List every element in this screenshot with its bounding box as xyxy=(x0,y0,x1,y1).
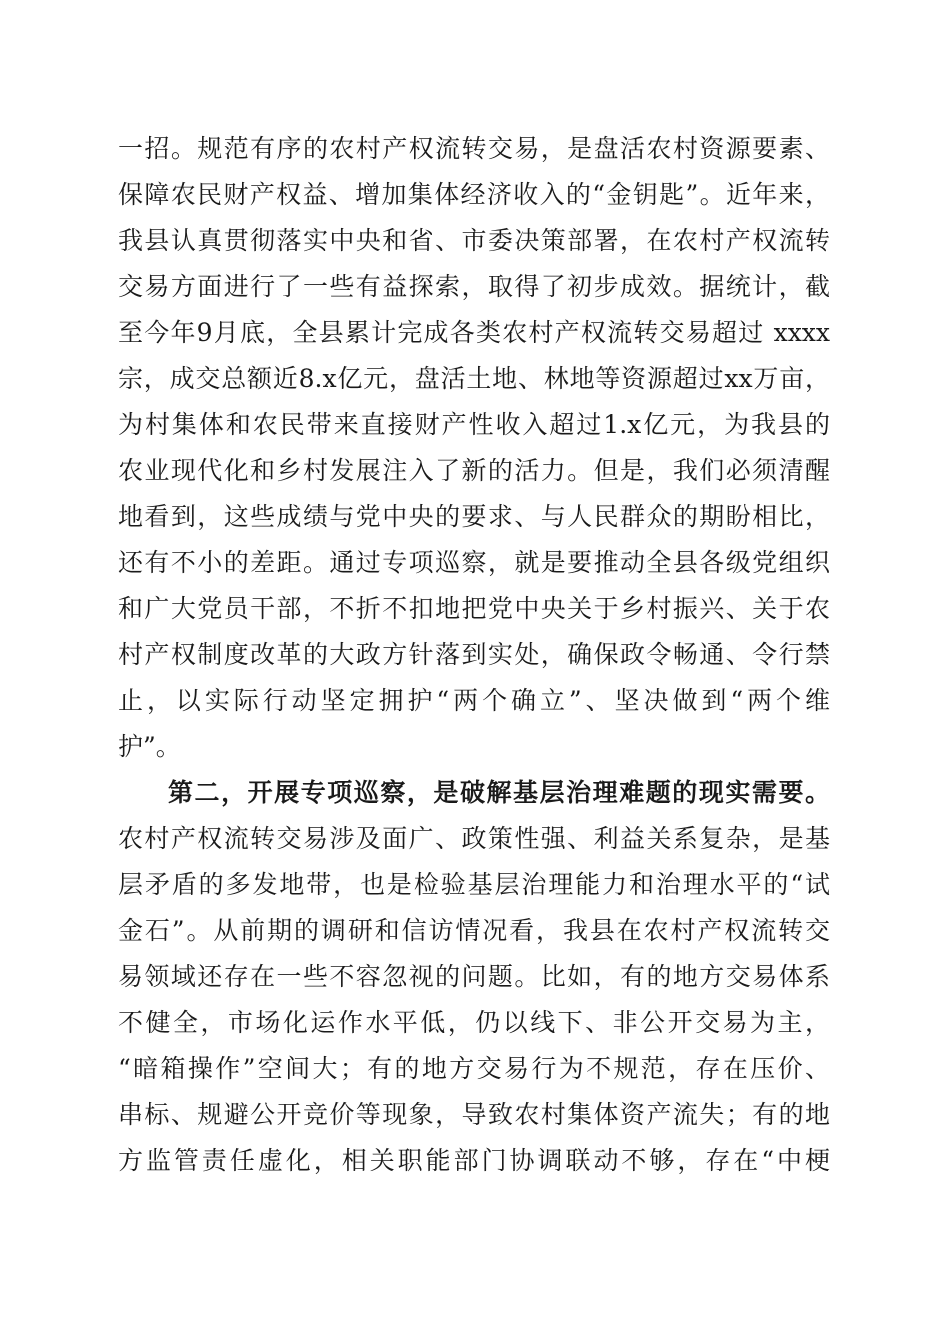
text-line: 为村集体和农民带来直接财产性收入超过1.x亿元，为我县的 xyxy=(118,410,830,439)
text-line: 串标、规避公开竞价等现象，导致农村集体资产流失；有的地 xyxy=(118,1100,830,1129)
text-line: 宗，成交总额近8.x亿元，盘活土地、林地等资源超过xx万亩， xyxy=(118,364,830,393)
text-line: 至今年9月底，全县累计完成各类农村产权流转交易超过 xxxx xyxy=(118,318,830,347)
text-line: 农业现代化和乡村发展注入了新的活力。但是，我们必须清醒 xyxy=(118,456,830,485)
text-line: 农村产权流转交易涉及面广、政策性强、利益关系复杂，是基 xyxy=(118,824,830,853)
paragraph-heading: 第二，开展专项巡察，是破解基层治理难题的现实需要。 xyxy=(168,778,830,807)
text-line: 易领域还存在一些不容忽视的问题。比如，有的地方交易体系 xyxy=(118,962,830,991)
text-line: 保障农民财产权益、增加集体经济收入的“金钥匙”。近年来， xyxy=(118,180,830,209)
body-text xyxy=(118,126,830,1184)
text-line: 不健全，市场化运作水平低，仍以线下、非公开交易为主， xyxy=(118,1008,830,1037)
paragraph-2 xyxy=(118,770,830,1184)
text-line: 层矛盾的多发地带，也是检验基层治理能力和治理水平的“试 xyxy=(118,870,830,899)
text-line: 地看到，这些成绩与党中央的要求、与人民群众的期盼相比， xyxy=(118,502,830,531)
text-line: 金石”。从前期的调研和信访情况看，我县在农村产权流转交 xyxy=(118,916,830,945)
paragraph-1 xyxy=(118,126,830,770)
text-line: 方监管责任虚化，相关职能部门协调联动不够，存在“中梗 xyxy=(118,1146,830,1175)
text-line: 还有不小的差距。通过专项巡察，就是要推动全县各级党组织 xyxy=(118,548,830,577)
text-line: 和广大党员干部，不折不扣地把党中央关于乡村振兴、关于农 xyxy=(118,594,830,623)
text-line: 交易方面进行了一些有益探索，取得了初步成效。据统计，截 xyxy=(118,272,830,301)
text-line: 止，以实际行动坚定拥护“两个确立”、坚决做到“两个维 xyxy=(118,686,830,715)
text-line: “暗箱操作”空间大；有的地方交易行为不规范，存在压价、 xyxy=(118,1054,830,1083)
text-line: 一招。规范有序的农村产权流转交易，是盘活农村资源要素、 xyxy=(118,134,830,163)
text-line: 我县认真贯彻落实中央和省、市委决策部署，在农村产权流转 xyxy=(118,226,830,255)
text-line: 护”。 xyxy=(118,732,181,761)
text-line: 村产权制度改革的大政方针落到实处，确保政令畅通、令行禁 xyxy=(118,640,830,669)
